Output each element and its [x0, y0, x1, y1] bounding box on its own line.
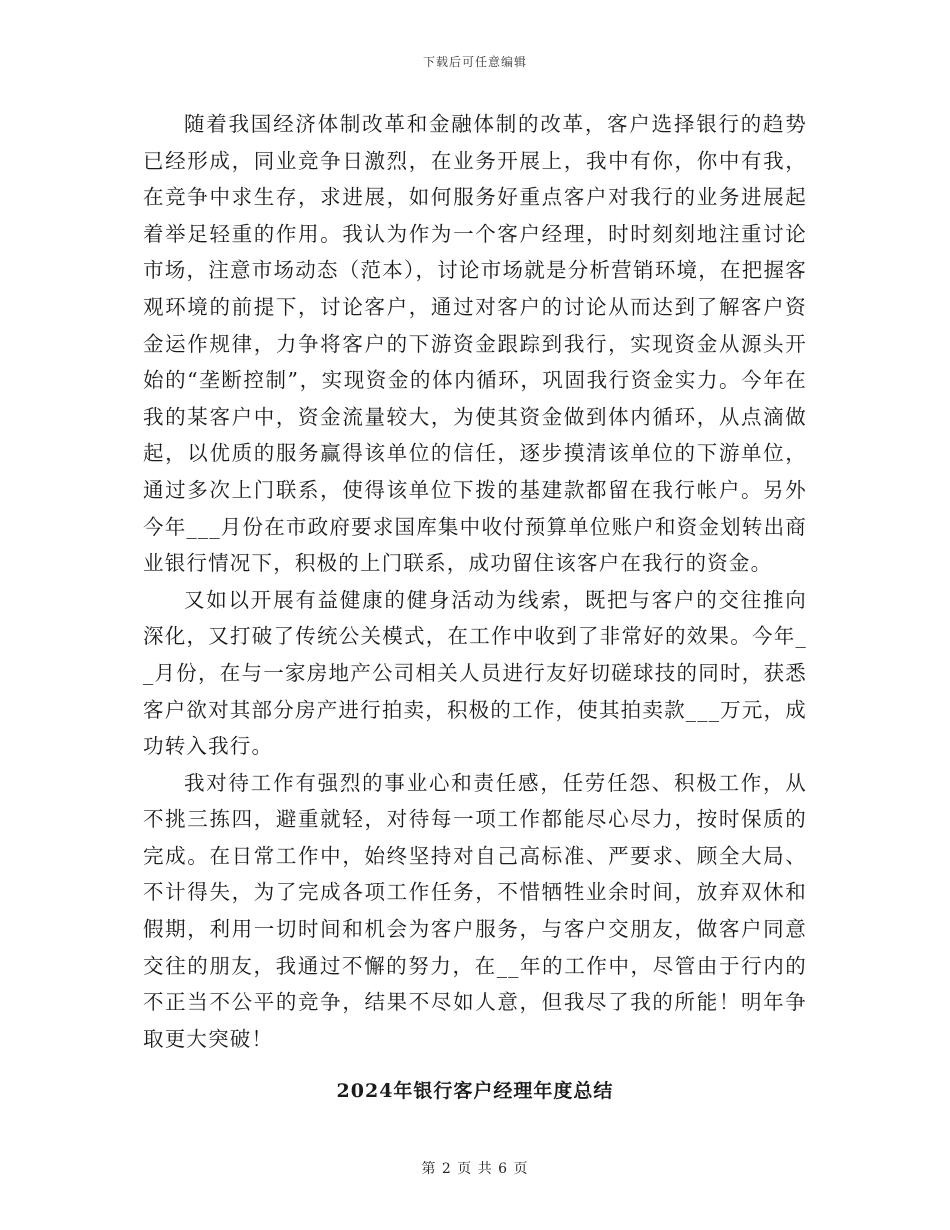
page-header: 下载后可任意编辑: [422, 55, 527, 69]
paragraph-3: 我对待工作有强烈的事业心和责任感，任劳任怨、积极工作，从不挑三拣四，避重就轻，对待每一项工作都能尽心尽力，按时保质的完成。在日常工作中，始终坚持对自己高标准、严要求、顾全大局、不计得失，为了完成各项工作任务，不惜牺牲业余时间，放弃双休和假期，利用一切时间和机会为客户服务，与客户交朋友，做客户同意交往的朋友，我通过不懈的努力，在__年的工作中，尽管由于行内的不正当不公平的竞争，结果不尽如人意，但我尽了我的所能！明年争取更大突破！: [143, 770, 807, 1051]
paragraph-1: 随着我国经济体制改革和金融体制的改革，客户选择银行的趋势已经形成，同业竞争日激烈，在业务开展上，我中有你，你中有我，在竞争中求生存，求进展，如何服务好重点客户对我行的业务进展起着举足轻重的作用。我认为作为一个客户经理，时时刻刻地注重讨论市场，注意市场动态（范本），讨论市场就是分析营销环境，在把握客观环境的前提下，讨论客户，通过对客户的讨论从而达到了解客户资金运作规律，力争将客户的下游资金跟踪到我行，实现资金从源头开始的“垄断控制”，实现资金的体内循环，巩固我行资金实力。今年在我的某客户中，资金流量较大，为使其资金做到体内循环，从点滴做起，以优质的服务赢得该单位的信任，逐步摸清该单位的下游单位，通过多次上门联系，使得该单位下拨的基建款都留在我行帐户。另外今年___月份在市政府要求国库集中收付预算单位账户和资金划转出商业银行情况下，积极的上门联系，成功留住该客户在我行的资金。: [143, 112, 807, 576]
body-text: [143, 106, 807, 1057]
page-footer: 第 2 页 共 6 页: [421, 1161, 529, 1177]
document-title: 2024年银行客户经理年度总结: [336, 1080, 614, 1102]
paragraph-2: 又如以开展有益健康的健身活动为线索，既把与客户的交往推向深化，又打破了传统公关模式，在工作中收到了非常好的效果。今年__月份，在与一家房地产公司相关人员进行友好切磋球技的同时，获悉客户欲对其部分房产进行拍卖，积极的工作，使其拍卖款___万元，成功转入我行。: [143, 587, 807, 759]
